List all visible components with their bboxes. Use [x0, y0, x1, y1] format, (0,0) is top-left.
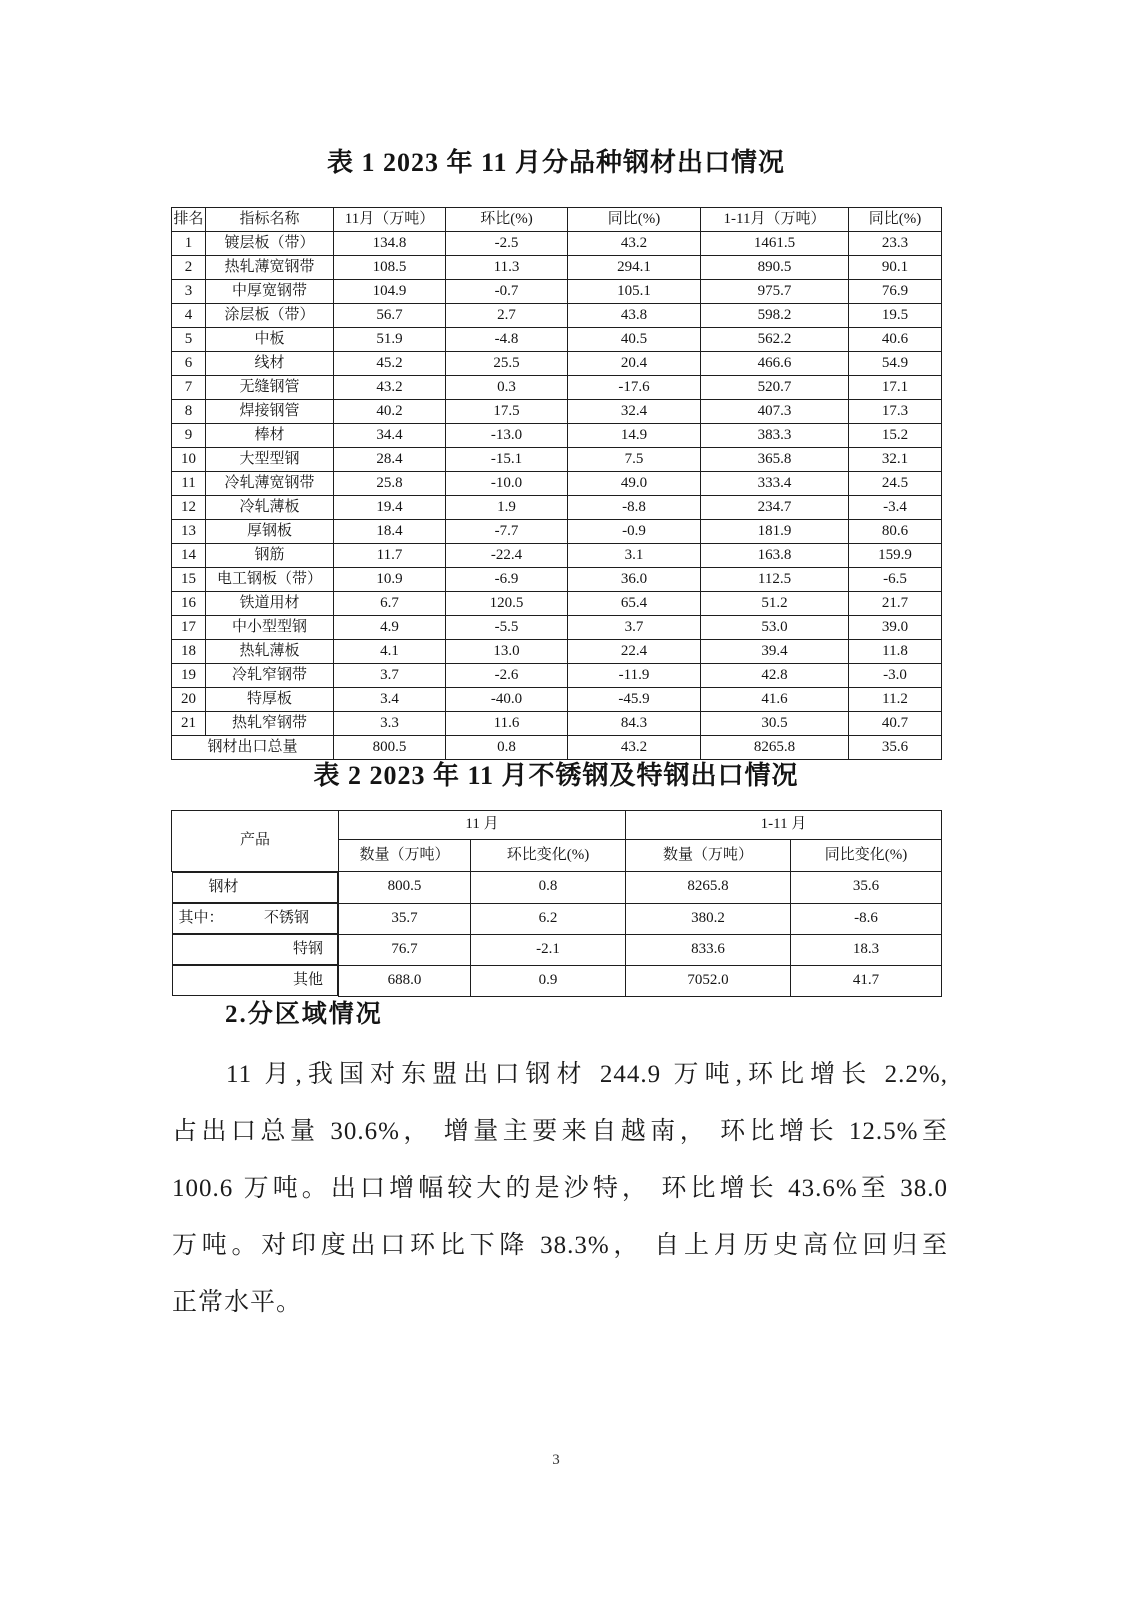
- paragraph-line: 万吨。对印度出口环比下降 38.3%， 自上月历史高位回归至: [172, 1232, 948, 1259]
- table2-row: [172, 903, 942, 934]
- paragraph-line: 100.6 万吨。出口增幅较大的是沙特， 环比增长 43.6%至 38.0: [172, 1175, 948, 1202]
- table2-row: [172, 872, 942, 904]
- table1-total-cell: 800.5: [334, 736, 446, 760]
- table1-row: [172, 640, 942, 664]
- table1-header-name: 指标名称: [206, 208, 334, 232]
- table1-row: [172, 688, 942, 712]
- table2-body: [172, 872, 942, 997]
- table1-cell: 76.9: [849, 280, 942, 304]
- table1-cell: 4.1: [334, 640, 446, 664]
- table1-cell: 11.3: [446, 256, 568, 280]
- table1-cell: 407.3: [701, 400, 849, 424]
- table1-header-cum: 1-11月（万吨）: [701, 208, 849, 232]
- table2-value-cell: -2.1: [471, 934, 626, 965]
- table1-cell: 51.2: [701, 592, 849, 616]
- table1-cell: -3.4: [849, 496, 942, 520]
- table2-product-cell: [172, 965, 339, 996]
- table1-row: [172, 400, 942, 424]
- table1-cell: 热轧薄宽钢带: [206, 256, 334, 280]
- table1-cell: 40.2: [334, 400, 446, 424]
- table1-cell: 34.4: [334, 424, 446, 448]
- table1-cell: -2.6: [446, 664, 568, 688]
- table2-value-cell: 380.2: [626, 903, 791, 934]
- table1-cell: 15.2: [849, 424, 942, 448]
- table2-value-cell: 6.2: [471, 903, 626, 934]
- table1-cell: 104.9: [334, 280, 446, 304]
- table2-header-qty-cum: 数量（万吨）: [626, 840, 791, 872]
- table1-cell: 18: [172, 640, 206, 664]
- table1-cell: 热轧薄板: [206, 640, 334, 664]
- table1-cell: 40.7: [849, 712, 942, 736]
- table1-cell: 43.2: [568, 232, 701, 256]
- table1-cell: 中小型型钢: [206, 616, 334, 640]
- table1-cell: -22.4: [446, 544, 568, 568]
- table1-cell: 12: [172, 496, 206, 520]
- table2-value-cell: 76.7: [339, 934, 471, 965]
- table1-cell: 49.0: [568, 472, 701, 496]
- table2-row: [172, 965, 942, 996]
- table1-cell: 90.1: [849, 256, 942, 280]
- paragraph-line: 占出口总量 30.6%， 增量主要来自越南， 环比增长 12.5%至: [172, 1118, 948, 1145]
- table1-cell: 3.3: [334, 712, 446, 736]
- table1-cell: 80.6: [849, 520, 942, 544]
- table1-cell: 19.5: [849, 304, 942, 328]
- table1-cell: 3.4: [334, 688, 446, 712]
- table1-body: [172, 232, 942, 760]
- table1-cell: 19: [172, 664, 206, 688]
- paragraph-line: 11 月,我国对东盟出口钢材 244.9 万吨,环比增长 2.2%,: [226, 1061, 948, 1088]
- table1-cell: 120.5: [446, 592, 568, 616]
- table1-cell: 975.7: [701, 280, 849, 304]
- table2-value-cell: 41.7: [791, 965, 942, 996]
- table1-cell: 7: [172, 376, 206, 400]
- table1-cell: 3: [172, 280, 206, 304]
- table1-cell: -0.7: [446, 280, 568, 304]
- table1-cell: 25.8: [334, 472, 446, 496]
- table1-cell: 365.8: [701, 448, 849, 472]
- table1-row: [172, 568, 942, 592]
- table2-row: [172, 934, 942, 965]
- table2-product-label: 特钢: [292, 940, 323, 957]
- table1-cell: 4.9: [334, 616, 446, 640]
- page-number: 3: [552, 1452, 560, 1468]
- table1-cell: -7.7: [446, 520, 568, 544]
- table1-header-row: [172, 208, 942, 232]
- table1-cell: 钢筋: [206, 544, 334, 568]
- table1-cell: -13.0: [446, 424, 568, 448]
- body-paragraph: [172, 1046, 948, 1331]
- table1-header-rank: 排名: [172, 208, 206, 232]
- table2-product-label: 其他: [292, 971, 323, 988]
- table1-cell: 冷轧窄钢带: [206, 664, 334, 688]
- table1-cell: 23.3: [849, 232, 942, 256]
- table1-cell: 30.5: [701, 712, 849, 736]
- table1-cell: 40.6: [849, 328, 942, 352]
- table1-header-nov: 11月（万吨）: [334, 208, 446, 232]
- table1-cell: 17.5: [446, 400, 568, 424]
- table1-cell: 11.7: [334, 544, 446, 568]
- table1-cell: 22.4: [568, 640, 701, 664]
- table1-cell: 14: [172, 544, 206, 568]
- table1-cell: 520.7: [701, 376, 849, 400]
- table2-product-cell: [172, 903, 339, 934]
- table2-value-cell: 18.3: [791, 934, 942, 965]
- table1-cell: 24.5: [849, 472, 942, 496]
- table1-cell: 39.0: [849, 616, 942, 640]
- table1-cell: 电工钢板（带）: [206, 568, 334, 592]
- table2-header-qty-nov: 数量（万吨）: [339, 840, 471, 872]
- table1-header-cum-yoy: 同比(%): [849, 208, 942, 232]
- table1-cell: 17.1: [849, 376, 942, 400]
- table2-value-cell: 800.5: [339, 872, 471, 904]
- table1-row: [172, 520, 942, 544]
- table1-cell: 56.7: [334, 304, 446, 328]
- table2-header-nov-group: 11 月: [339, 811, 626, 840]
- table1-cell: 焊接钢管: [206, 400, 334, 424]
- table1-total-cell: 0.8: [446, 736, 568, 760]
- table1-row: [172, 352, 942, 376]
- table2-product-label: 钢材: [208, 878, 239, 895]
- table1-cell: 线材: [206, 352, 334, 376]
- table1-cell: 25.5: [446, 352, 568, 376]
- table1-cell: 热轧窄钢带: [206, 712, 334, 736]
- table1-cell: 105.1: [568, 280, 701, 304]
- table1-cell: 112.5: [701, 568, 849, 592]
- table1-cell: 21.7: [849, 592, 942, 616]
- table1-cell: 特厚板: [206, 688, 334, 712]
- table1-cell: 1.9: [446, 496, 568, 520]
- table1-cell: 0.3: [446, 376, 568, 400]
- table1-cell: 65.4: [568, 592, 701, 616]
- table1-row: [172, 328, 942, 352]
- table1-cell: 333.4: [701, 472, 849, 496]
- table1-row: [172, 472, 942, 496]
- table1-cell: 53.0: [701, 616, 849, 640]
- table1-cell: 18.4: [334, 520, 446, 544]
- table1-cell: 294.1: [568, 256, 701, 280]
- table1-cell: -45.9: [568, 688, 701, 712]
- table1-cell: 40.5: [568, 328, 701, 352]
- paragraph-line: 正常水平。: [172, 1289, 303, 1316]
- table1-cell: 890.5: [701, 256, 849, 280]
- table1-cell: 3.7: [334, 664, 446, 688]
- table1-cell: 45.2: [334, 352, 446, 376]
- table2-product-cell: [172, 934, 339, 965]
- table1-total-cell: 43.2: [568, 736, 701, 760]
- table2-value-cell: 35.6: [791, 872, 942, 904]
- table1-cell: 28.4: [334, 448, 446, 472]
- table1-cell: 159.9: [849, 544, 942, 568]
- table2-product-cell: [172, 872, 339, 903]
- table1-cell: 598.2: [701, 304, 849, 328]
- table1-cell: 厚钢板: [206, 520, 334, 544]
- table1-cell: 466.6: [701, 352, 849, 376]
- table1-cell: 234.7: [701, 496, 849, 520]
- table2-value-cell: 833.6: [626, 934, 791, 965]
- table1-row: [172, 616, 942, 640]
- table1-cell: 15: [172, 568, 206, 592]
- table1-cell: 32.1: [849, 448, 942, 472]
- table2-stainless-special-steel-exports: [171, 810, 942, 997]
- table1-cell: 13: [172, 520, 206, 544]
- table1-row: [172, 496, 942, 520]
- table1-row: [172, 448, 942, 472]
- table1-cell: 16: [172, 592, 206, 616]
- table1-cell: 36.0: [568, 568, 701, 592]
- table1-cell: 41.6: [701, 688, 849, 712]
- table1-cell: 51.9: [334, 328, 446, 352]
- table1-cell: 冷轧薄板: [206, 496, 334, 520]
- table1-cell: 84.3: [568, 712, 701, 736]
- table1-cell: -4.8: [446, 328, 568, 352]
- table1-row: [172, 664, 942, 688]
- table1-cell: 大型型钢: [206, 448, 334, 472]
- table2-value-cell: 35.7: [339, 903, 471, 934]
- table1-cell: 1461.5: [701, 232, 849, 256]
- table1-cell: -2.5: [446, 232, 568, 256]
- table1-steel-exports-by-variety: [171, 207, 942, 760]
- table1-cell: 8: [172, 400, 206, 424]
- table1-cell: 562.2: [701, 328, 849, 352]
- table1-total-cell: 35.6: [849, 736, 942, 760]
- table1-cell: 冷轧薄宽钢带: [206, 472, 334, 496]
- table1-cell: 3.7: [568, 616, 701, 640]
- table1-cell: -5.5: [446, 616, 568, 640]
- table1-cell: -15.1: [446, 448, 568, 472]
- table1-cell: 134.8: [334, 232, 446, 256]
- table2-value-cell: 688.0: [339, 965, 471, 996]
- table2-header-mom-change: 环比变化(%): [471, 840, 626, 872]
- table1-row: [172, 376, 942, 400]
- table1-cell: 铁道用材: [206, 592, 334, 616]
- table2-value-cell: 0.9: [471, 965, 626, 996]
- table1-cell: -11.9: [568, 664, 701, 688]
- table1-cell: -17.6: [568, 376, 701, 400]
- table1-row: [172, 304, 942, 328]
- table1-cell: 2.7: [446, 304, 568, 328]
- section-heading-regional: 2.分区域情况: [225, 1001, 383, 1028]
- table1-row: [172, 712, 942, 736]
- table2-group-header-row: [172, 811, 942, 840]
- table1-cell: 4: [172, 304, 206, 328]
- table1-cell: 20: [172, 688, 206, 712]
- table1-cell: 11.8: [849, 640, 942, 664]
- table2-product-label: 不锈钢: [263, 909, 309, 926]
- table1-cell: 108.5: [334, 256, 446, 280]
- table2-value-cell: 0.8: [471, 872, 626, 904]
- table1-cell: 无缝钢管: [206, 376, 334, 400]
- table2-header-yoy-change: 同比变化(%): [791, 840, 942, 872]
- table1-cell: 3.1: [568, 544, 701, 568]
- table1-cell: 39.4: [701, 640, 849, 664]
- table1-cell: 中板: [206, 328, 334, 352]
- table2-header-product: 产品: [172, 811, 339, 872]
- table1-cell: 6.7: [334, 592, 446, 616]
- table2-header-cum-group: 1-11 月: [626, 811, 942, 840]
- table1-cell: 14.9: [568, 424, 701, 448]
- table1-cell: 17: [172, 616, 206, 640]
- table1-row: [172, 544, 942, 568]
- table1-cell: 42.8: [701, 664, 849, 688]
- table1-cell: 21: [172, 712, 206, 736]
- table1-cell: -8.8: [568, 496, 701, 520]
- table1-cell: -40.0: [446, 688, 568, 712]
- table1-cell: 中厚宽钢带: [206, 280, 334, 304]
- table1-cell: 13.0: [446, 640, 568, 664]
- table1-cell: 11.2: [849, 688, 942, 712]
- table1-cell: 17.3: [849, 400, 942, 424]
- table1-row: [172, 232, 942, 256]
- table1-cell: 11.6: [446, 712, 568, 736]
- table1-cell: -0.9: [568, 520, 701, 544]
- table1-cell: 10.9: [334, 568, 446, 592]
- table1-cell: 163.8: [701, 544, 849, 568]
- table1-cell: 383.3: [701, 424, 849, 448]
- table1-header-yoy: 同比(%): [568, 208, 701, 232]
- table1-row: [172, 592, 942, 616]
- table1-cell: 9: [172, 424, 206, 448]
- table1-cell: -10.0: [446, 472, 568, 496]
- table2-value-cell: 7052.0: [626, 965, 791, 996]
- table1-cell: -6.5: [849, 568, 942, 592]
- table1-cell: 6: [172, 352, 206, 376]
- table1-title: 表 1 2023 年 11 月分品种钢材出口情况: [326, 148, 786, 177]
- table1-header-mom: 环比(%): [446, 208, 568, 232]
- table1-cell: 54.9: [849, 352, 942, 376]
- table2-title: 表 2 2023 年 11 月不锈钢及特钢出口情况: [313, 761, 799, 790]
- table1-cell: 7.5: [568, 448, 701, 472]
- table1-cell: 5: [172, 328, 206, 352]
- table1-cell: -3.0: [849, 664, 942, 688]
- table1-cell: 43.8: [568, 304, 701, 328]
- table1-row: [172, 280, 942, 304]
- table1-cell: 棒材: [206, 424, 334, 448]
- table1-row: [172, 424, 942, 448]
- table2-value-cell: -8.6: [791, 903, 942, 934]
- table1-cell: 10: [172, 448, 206, 472]
- table1-cell: 2: [172, 256, 206, 280]
- table1-cell: 镀层板（带）: [206, 232, 334, 256]
- table1-cell: 43.2: [334, 376, 446, 400]
- table1-cell: 181.9: [701, 520, 849, 544]
- table1-total-cell: 8265.8: [701, 736, 849, 760]
- table1-cell: 1: [172, 232, 206, 256]
- table1-cell: 11: [172, 472, 206, 496]
- table1-cell: 19.4: [334, 496, 446, 520]
- table1-row: [172, 256, 942, 280]
- table1-cell: 涂层板（带）: [206, 304, 334, 328]
- table1-total-label: 钢材出口总量: [172, 736, 334, 760]
- table1-cell: 32.4: [568, 400, 701, 424]
- table1-cell: 20.4: [568, 352, 701, 376]
- table2-product-prefix: 其中：: [178, 909, 224, 926]
- table2-value-cell: 8265.8: [626, 872, 791, 904]
- table1-cell: -6.9: [446, 568, 568, 592]
